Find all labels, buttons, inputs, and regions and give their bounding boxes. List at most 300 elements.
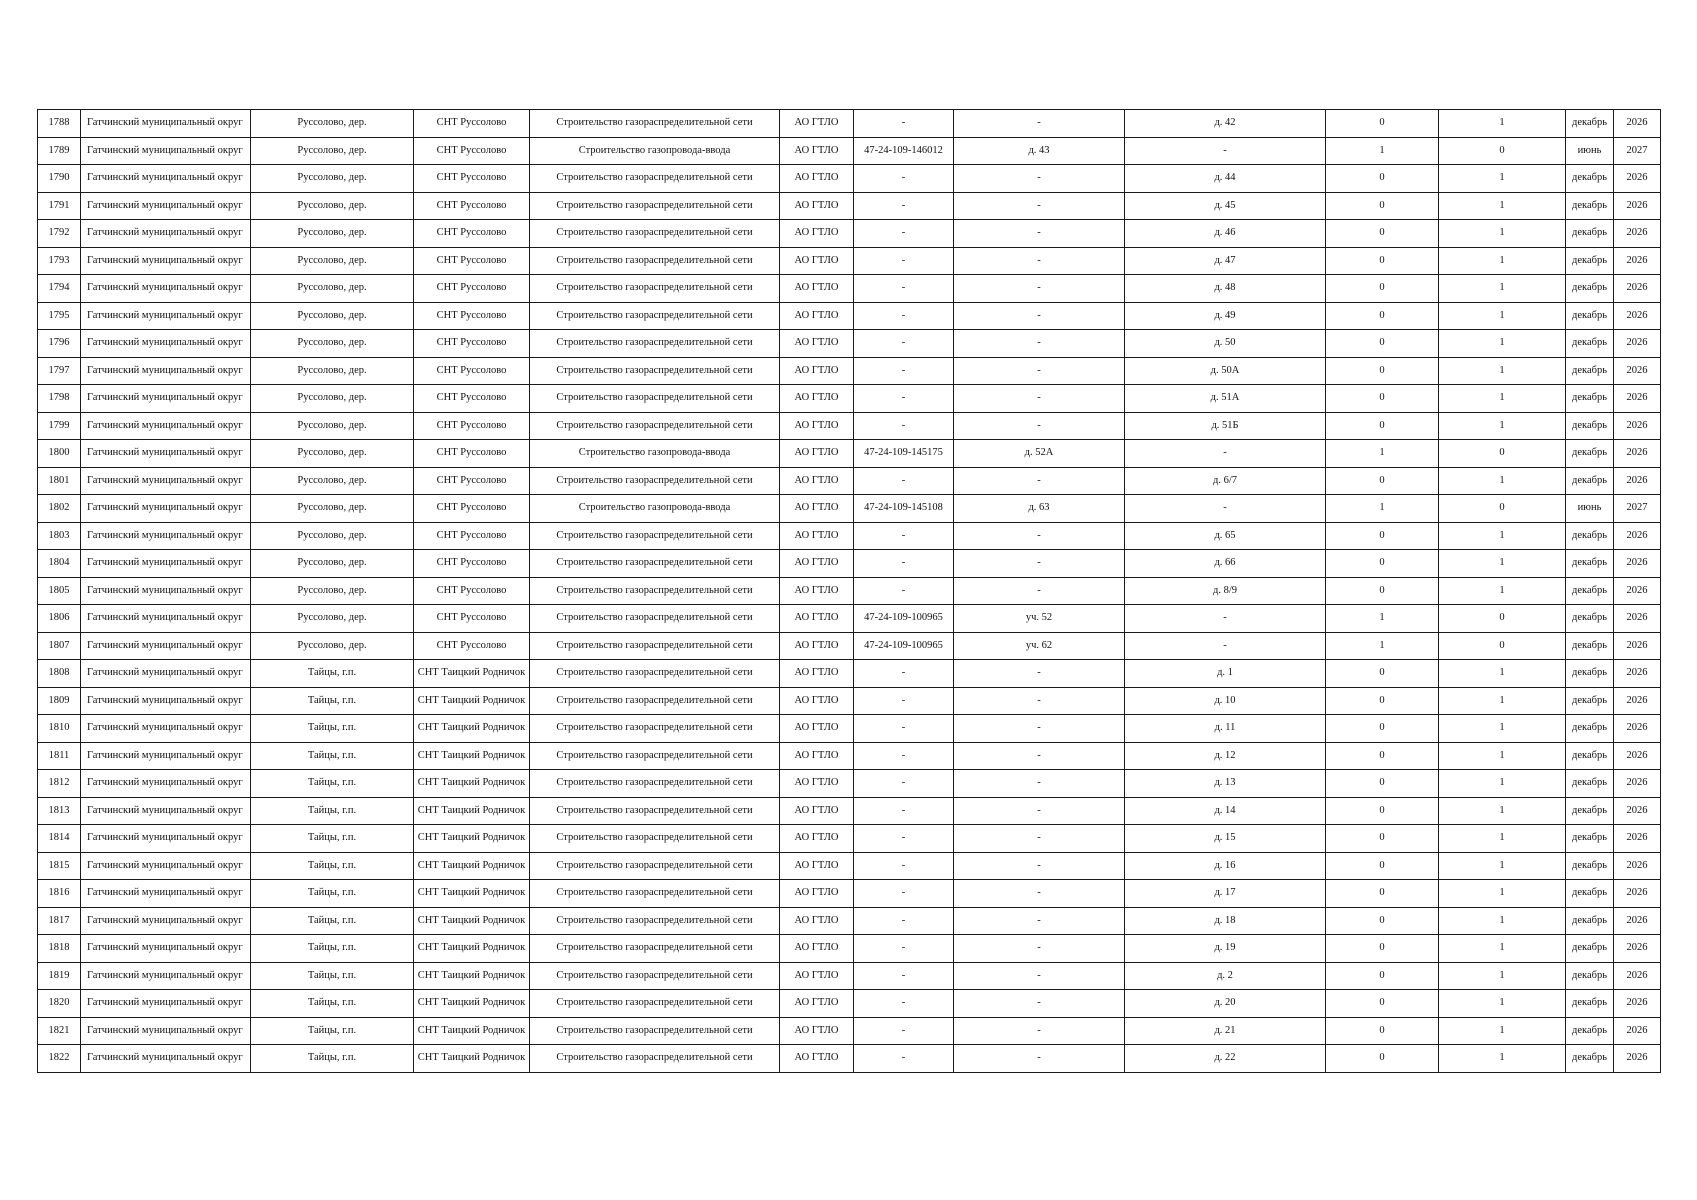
plot-cell: д. 43 xyxy=(954,137,1125,165)
flag-a-cell: 0 xyxy=(1326,660,1439,688)
work-type-cell: Строительство газораспределительной сети xyxy=(530,632,780,660)
flag-a-cell: 0 xyxy=(1326,687,1439,715)
flag-b-cell: 1 xyxy=(1439,165,1566,193)
settlement-cell: Тайцы, г.п. xyxy=(251,797,414,825)
okrug-cell: Гатчинский муниципальный округ xyxy=(81,715,251,743)
work-type-cell: Строительство газораспределительной сети xyxy=(530,577,780,605)
settlement-cell: Тайцы, г.п. xyxy=(251,687,414,715)
table-row xyxy=(38,357,1661,385)
settlement-cell: Тайцы, г.п. xyxy=(251,1045,414,1073)
work-type-cell: Строительство газораспределительной сети xyxy=(530,880,780,908)
cadastral-number-cell: - xyxy=(854,990,954,1018)
year-cell: 2026 xyxy=(1614,742,1661,770)
month-cell: декабрь xyxy=(1566,330,1614,358)
house-cell: д. 50 xyxy=(1125,330,1326,358)
year-cell: 2026 xyxy=(1614,440,1661,468)
plot-cell: - xyxy=(954,1017,1125,1045)
month-cell: декабрь xyxy=(1566,907,1614,935)
row-number-cell: 1817 xyxy=(38,907,81,935)
work-type-cell: Строительство газораспределительной сети xyxy=(530,220,780,248)
cadastral-number-cell: - xyxy=(854,1017,954,1045)
month-cell: декабрь xyxy=(1566,1017,1614,1045)
month-cell: декабрь xyxy=(1566,825,1614,853)
contractor-cell: АО ГТЛО xyxy=(780,137,854,165)
month-cell: декабрь xyxy=(1566,852,1614,880)
plot-cell: - xyxy=(954,577,1125,605)
flag-a-cell: 0 xyxy=(1326,550,1439,578)
settlement-cell: Руссолово, дер. xyxy=(251,412,414,440)
year-cell: 2026 xyxy=(1614,797,1661,825)
settlement-cell: Руссолово, дер. xyxy=(251,330,414,358)
house-cell: д. 13 xyxy=(1125,770,1326,798)
okrug-cell: Гатчинский муниципальный округ xyxy=(81,385,251,413)
snt-cell: СНТ Таицкий Родничок xyxy=(414,825,530,853)
month-cell: декабрь xyxy=(1566,605,1614,633)
year-cell: 2026 xyxy=(1614,935,1661,963)
okrug-cell: Гатчинский муниципальный округ xyxy=(81,522,251,550)
snt-cell: СНТ Руссолово xyxy=(414,605,530,633)
work-type-cell: Строительство газораспределительной сети xyxy=(530,302,780,330)
plot-cell: - xyxy=(954,742,1125,770)
plot-cell: - xyxy=(954,467,1125,495)
year-cell: 2026 xyxy=(1614,1045,1661,1073)
cadastral-number-cell: - xyxy=(854,907,954,935)
snt-cell: СНТ Таицкий Родничок xyxy=(414,1045,530,1073)
cadastral-number-cell: - xyxy=(854,192,954,220)
year-cell: 2027 xyxy=(1614,137,1661,165)
row-number-cell: 1813 xyxy=(38,797,81,825)
cadastral-number-cell: - xyxy=(854,797,954,825)
snt-cell: СНТ Таицкий Родничок xyxy=(414,907,530,935)
year-cell: 2026 xyxy=(1614,247,1661,275)
flag-a-cell: 0 xyxy=(1326,330,1439,358)
snt-cell: СНТ Руссолово xyxy=(414,165,530,193)
table-row xyxy=(38,990,1661,1018)
contractor-cell: АО ГТЛО xyxy=(780,550,854,578)
snt-cell: СНТ Таицкий Родничок xyxy=(414,1017,530,1045)
year-cell: 2026 xyxy=(1614,687,1661,715)
year-cell: 2026 xyxy=(1614,605,1661,633)
month-cell: декабрь xyxy=(1566,550,1614,578)
row-number-cell: 1803 xyxy=(38,522,81,550)
plot-cell: - xyxy=(954,192,1125,220)
table-row xyxy=(38,110,1661,138)
contractor-cell: АО ГТЛО xyxy=(780,825,854,853)
month-cell: декабрь xyxy=(1566,302,1614,330)
month-cell: декабрь xyxy=(1566,110,1614,138)
flag-a-cell: 1 xyxy=(1326,605,1439,633)
cadastral-number-cell: - xyxy=(854,275,954,303)
cadastral-number-cell: - xyxy=(854,770,954,798)
row-number-cell: 1791 xyxy=(38,192,81,220)
flag-b-cell: 1 xyxy=(1439,412,1566,440)
row-number-cell: 1788 xyxy=(38,110,81,138)
contractor-cell: АО ГТЛО xyxy=(780,495,854,523)
flag-b-cell: 1 xyxy=(1439,220,1566,248)
house-cell: д. 21 xyxy=(1125,1017,1326,1045)
month-cell: июнь xyxy=(1566,495,1614,523)
contractor-cell: АО ГТЛО xyxy=(780,797,854,825)
cadastral-number-cell: - xyxy=(854,715,954,743)
contractor-cell: АО ГТЛО xyxy=(780,275,854,303)
month-cell: декабрь xyxy=(1566,797,1614,825)
flag-a-cell: 0 xyxy=(1326,302,1439,330)
plot-cell: - xyxy=(954,770,1125,798)
contractor-cell: АО ГТЛО xyxy=(780,742,854,770)
table-row xyxy=(38,412,1661,440)
row-number-cell: 1800 xyxy=(38,440,81,468)
plot-cell: - xyxy=(954,302,1125,330)
month-cell: декабрь xyxy=(1566,220,1614,248)
year-cell: 2026 xyxy=(1614,522,1661,550)
row-number-cell: 1808 xyxy=(38,660,81,688)
table-row xyxy=(38,495,1661,523)
flag-b-cell: 1 xyxy=(1439,715,1566,743)
year-cell: 2026 xyxy=(1614,660,1661,688)
flag-b-cell: 0 xyxy=(1439,605,1566,633)
cadastral-number-cell: - xyxy=(854,165,954,193)
contractor-cell: АО ГТЛО xyxy=(780,1017,854,1045)
settlement-cell: Руссолово, дер. xyxy=(251,110,414,138)
year-cell: 2026 xyxy=(1614,1017,1661,1045)
table-row xyxy=(38,1045,1661,1073)
okrug-cell: Гатчинский муниципальный округ xyxy=(81,660,251,688)
settlement-cell: Руссолово, дер. xyxy=(251,467,414,495)
flag-a-cell: 0 xyxy=(1326,715,1439,743)
house-cell: д. 50А xyxy=(1125,357,1326,385)
row-number-cell: 1818 xyxy=(38,935,81,963)
house-cell: д. 47 xyxy=(1125,247,1326,275)
flag-a-cell: 1 xyxy=(1326,137,1439,165)
work-type-cell: Строительство газораспределительной сети xyxy=(530,192,780,220)
okrug-cell: Гатчинский муниципальный округ xyxy=(81,1017,251,1045)
row-number-cell: 1789 xyxy=(38,137,81,165)
work-type-cell: Строительство газораспределительной сети xyxy=(530,742,780,770)
flag-a-cell: 0 xyxy=(1326,275,1439,303)
table-row xyxy=(38,550,1661,578)
settlement-cell: Тайцы, г.п. xyxy=(251,962,414,990)
okrug-cell: Гатчинский муниципальный округ xyxy=(81,825,251,853)
house-cell: д. 46 xyxy=(1125,220,1326,248)
house-cell: д. 22 xyxy=(1125,1045,1326,1073)
snt-cell: СНТ Руссолово xyxy=(414,275,530,303)
snt-cell: СНТ Таицкий Родничок xyxy=(414,962,530,990)
plot-cell: уч. 52 xyxy=(954,605,1125,633)
okrug-cell: Гатчинский муниципальный округ xyxy=(81,742,251,770)
contractor-cell: АО ГТЛО xyxy=(780,467,854,495)
flag-a-cell: 0 xyxy=(1326,825,1439,853)
row-number-cell: 1801 xyxy=(38,467,81,495)
table-row xyxy=(38,660,1661,688)
settlement-cell: Руссолово, дер. xyxy=(251,577,414,605)
house-cell: д. 49 xyxy=(1125,302,1326,330)
row-number-cell: 1814 xyxy=(38,825,81,853)
settlement-cell: Руссолово, дер. xyxy=(251,192,414,220)
house-cell: д. 16 xyxy=(1125,852,1326,880)
month-cell: декабрь xyxy=(1566,467,1614,495)
cadastral-number-cell: 47-24-109-146012 xyxy=(854,137,954,165)
settlement-cell: Руссолово, дер. xyxy=(251,357,414,385)
month-cell: декабрь xyxy=(1566,412,1614,440)
plot-cell: - xyxy=(954,220,1125,248)
month-cell: декабрь xyxy=(1566,990,1614,1018)
contractor-cell: АО ГТЛО xyxy=(780,192,854,220)
plot-cell: - xyxy=(954,1045,1125,1073)
work-type-cell: Строительство газораспределительной сети xyxy=(530,467,780,495)
okrug-cell: Гатчинский муниципальный округ xyxy=(81,770,251,798)
plot-cell: - xyxy=(954,880,1125,908)
row-number-cell: 1798 xyxy=(38,385,81,413)
cadastral-number-cell: - xyxy=(854,412,954,440)
flag-a-cell: 0 xyxy=(1326,907,1439,935)
snt-cell: СНТ Руссолово xyxy=(414,330,530,358)
snt-cell: СНТ Таицкий Родничок xyxy=(414,880,530,908)
table-row xyxy=(38,687,1661,715)
table-row xyxy=(38,302,1661,330)
year-cell: 2026 xyxy=(1614,165,1661,193)
plot-cell: - xyxy=(954,275,1125,303)
year-cell: 2027 xyxy=(1614,495,1661,523)
year-cell: 2026 xyxy=(1614,770,1661,798)
table-row xyxy=(38,935,1661,963)
table-row xyxy=(38,247,1661,275)
okrug-cell: Гатчинский муниципальный округ xyxy=(81,852,251,880)
okrug-cell: Гатчинский муниципальный округ xyxy=(81,577,251,605)
plot-cell: уч. 62 xyxy=(954,632,1125,660)
house-cell: - xyxy=(1125,605,1326,633)
house-cell: - xyxy=(1125,495,1326,523)
okrug-cell: Гатчинский муниципальный округ xyxy=(81,550,251,578)
flag-a-cell: 0 xyxy=(1326,247,1439,275)
plot-cell: - xyxy=(954,990,1125,1018)
snt-cell: СНТ Руссолово xyxy=(414,412,530,440)
plot-cell: - xyxy=(954,412,1125,440)
work-type-cell: Строительство газораспределительной сети xyxy=(530,990,780,1018)
flag-a-cell: 1 xyxy=(1326,440,1439,468)
table-row xyxy=(38,962,1661,990)
flag-a-cell: 0 xyxy=(1326,467,1439,495)
flag-a-cell: 0 xyxy=(1326,1045,1439,1073)
plot-cell: - xyxy=(954,660,1125,688)
table-row xyxy=(38,137,1661,165)
snt-cell: СНТ Таицкий Родничок xyxy=(414,852,530,880)
settlement-cell: Тайцы, г.п. xyxy=(251,880,414,908)
flag-a-cell: 0 xyxy=(1326,110,1439,138)
month-cell: декабрь xyxy=(1566,632,1614,660)
plot-cell: - xyxy=(954,550,1125,578)
house-cell: д. 48 xyxy=(1125,275,1326,303)
flag-b-cell: 1 xyxy=(1439,825,1566,853)
flag-a-cell: 0 xyxy=(1326,1017,1439,1045)
flag-a-cell: 0 xyxy=(1326,522,1439,550)
work-type-cell: Строительство газораспределительной сети xyxy=(530,660,780,688)
snt-cell: СНТ Руссолово xyxy=(414,220,530,248)
settlement-cell: Руссолово, дер. xyxy=(251,302,414,330)
settlement-cell: Тайцы, г.п. xyxy=(251,660,414,688)
table-row xyxy=(38,192,1661,220)
plot-cell: - xyxy=(954,687,1125,715)
plot-cell: - xyxy=(954,522,1125,550)
plot-cell: - xyxy=(954,907,1125,935)
work-type-cell: Строительство газораспределительной сети xyxy=(530,852,780,880)
okrug-cell: Гатчинский муниципальный округ xyxy=(81,220,251,248)
month-cell: декабрь xyxy=(1566,770,1614,798)
table-row xyxy=(38,715,1661,743)
okrug-cell: Гатчинский муниципальный округ xyxy=(81,907,251,935)
house-cell: д. 42 xyxy=(1125,110,1326,138)
year-cell: 2026 xyxy=(1614,385,1661,413)
cadastral-number-cell: - xyxy=(854,550,954,578)
cadastral-number-cell: - xyxy=(854,302,954,330)
okrug-cell: Гатчинский муниципальный округ xyxy=(81,192,251,220)
month-cell: декабрь xyxy=(1566,247,1614,275)
snt-cell: СНТ Руссолово xyxy=(414,632,530,660)
okrug-cell: Гатчинский муниципальный округ xyxy=(81,440,251,468)
cadastral-number-cell: - xyxy=(854,1045,954,1073)
snt-cell: СНТ Таицкий Родничок xyxy=(414,742,530,770)
flag-b-cell: 1 xyxy=(1439,577,1566,605)
row-number-cell: 1812 xyxy=(38,770,81,798)
settlement-cell: Руссолово, дер. xyxy=(251,385,414,413)
contractor-cell: АО ГТЛО xyxy=(780,715,854,743)
work-type-cell: Строительство газораспределительной сети xyxy=(530,605,780,633)
flag-b-cell: 1 xyxy=(1439,1045,1566,1073)
work-type-cell: Строительство газопровода-ввода xyxy=(530,137,780,165)
year-cell: 2026 xyxy=(1614,880,1661,908)
plot-cell: - xyxy=(954,110,1125,138)
plot-cell: - xyxy=(954,935,1125,963)
contractor-cell: АО ГТЛО xyxy=(780,220,854,248)
table-row xyxy=(38,770,1661,798)
settlement-cell: Руссолово, дер. xyxy=(251,137,414,165)
okrug-cell: Гатчинский муниципальный округ xyxy=(81,632,251,660)
year-cell: 2026 xyxy=(1614,220,1661,248)
row-number-cell: 1820 xyxy=(38,990,81,1018)
work-type-cell: Строительство газораспределительной сети xyxy=(530,550,780,578)
flag-b-cell: 1 xyxy=(1439,935,1566,963)
cadastral-number-cell: - xyxy=(854,110,954,138)
row-number-cell: 1794 xyxy=(38,275,81,303)
cadastral-number-cell: - xyxy=(854,825,954,853)
plot-cell: - xyxy=(954,247,1125,275)
house-cell: д. 51А xyxy=(1125,385,1326,413)
row-number-cell: 1807 xyxy=(38,632,81,660)
month-cell: декабрь xyxy=(1566,1045,1614,1073)
snt-cell: СНТ Руссолово xyxy=(414,247,530,275)
cadastral-number-cell: 47-24-109-145108 xyxy=(854,495,954,523)
flag-a-cell: 0 xyxy=(1326,990,1439,1018)
contractor-cell: АО ГТЛО xyxy=(780,302,854,330)
cadastral-number-cell: 47-24-109-145175 xyxy=(854,440,954,468)
work-type-cell: Строительство газораспределительной сети xyxy=(530,797,780,825)
contractor-cell: АО ГТЛО xyxy=(780,110,854,138)
house-cell: д. 12 xyxy=(1125,742,1326,770)
flag-b-cell: 1 xyxy=(1439,797,1566,825)
house-cell: д. 17 xyxy=(1125,880,1326,908)
contractor-cell: АО ГТЛО xyxy=(780,330,854,358)
row-number-cell: 1804 xyxy=(38,550,81,578)
flag-a-cell: 0 xyxy=(1326,192,1439,220)
flag-b-cell: 1 xyxy=(1439,385,1566,413)
register-table-body xyxy=(38,110,1661,1073)
plot-cell: - xyxy=(954,852,1125,880)
settlement-cell: Руссолово, дер. xyxy=(251,220,414,248)
year-cell: 2026 xyxy=(1614,550,1661,578)
month-cell: декабрь xyxy=(1566,440,1614,468)
month-cell: декабрь xyxy=(1566,385,1614,413)
flag-b-cell: 1 xyxy=(1439,302,1566,330)
okrug-cell: Гатчинский муниципальный округ xyxy=(81,1045,251,1073)
contractor-cell: АО ГТЛО xyxy=(780,687,854,715)
house-cell: д. 11 xyxy=(1125,715,1326,743)
contractor-cell: АО ГТЛО xyxy=(780,605,854,633)
plot-cell: - xyxy=(954,962,1125,990)
house-cell: д. 45 xyxy=(1125,192,1326,220)
house-cell: д. 44 xyxy=(1125,165,1326,193)
okrug-cell: Гатчинский муниципальный округ xyxy=(81,880,251,908)
flag-b-cell: 1 xyxy=(1439,357,1566,385)
house-cell: - xyxy=(1125,440,1326,468)
settlement-cell: Руссолово, дер. xyxy=(251,605,414,633)
year-cell: 2026 xyxy=(1614,852,1661,880)
row-number-cell: 1805 xyxy=(38,577,81,605)
flag-b-cell: 1 xyxy=(1439,880,1566,908)
flag-a-cell: 0 xyxy=(1326,412,1439,440)
month-cell: декабрь xyxy=(1566,522,1614,550)
house-cell: д. 66 xyxy=(1125,550,1326,578)
table-row xyxy=(38,1017,1661,1045)
contractor-cell: АО ГТЛО xyxy=(780,385,854,413)
settlement-cell: Тайцы, г.п. xyxy=(251,907,414,935)
table-row xyxy=(38,385,1661,413)
table-row xyxy=(38,440,1661,468)
work-type-cell: Строительство газораспределительной сети xyxy=(530,962,780,990)
flag-b-cell: 1 xyxy=(1439,907,1566,935)
table-row xyxy=(38,522,1661,550)
house-cell: д. 2 xyxy=(1125,962,1326,990)
snt-cell: СНТ Руссолово xyxy=(414,522,530,550)
okrug-cell: Гатчинский муниципальный округ xyxy=(81,797,251,825)
table-row xyxy=(38,632,1661,660)
contractor-cell: АО ГТЛО xyxy=(780,1045,854,1073)
settlement-cell: Руссолово, дер. xyxy=(251,550,414,578)
flag-b-cell: 1 xyxy=(1439,742,1566,770)
table-row xyxy=(38,825,1661,853)
okrug-cell: Гатчинский муниципальный округ xyxy=(81,467,251,495)
flag-b-cell: 0 xyxy=(1439,495,1566,523)
snt-cell: СНТ Руссолово xyxy=(414,110,530,138)
okrug-cell: Гатчинский муниципальный округ xyxy=(81,990,251,1018)
cadastral-number-cell: - xyxy=(854,522,954,550)
contractor-cell: АО ГТЛО xyxy=(780,935,854,963)
house-cell: д. 10 xyxy=(1125,687,1326,715)
work-type-cell: Строительство газораспределительной сети xyxy=(530,330,780,358)
gasification-register-table xyxy=(37,109,1661,1073)
flag-b-cell: 0 xyxy=(1439,632,1566,660)
snt-cell: СНТ Руссолово xyxy=(414,192,530,220)
snt-cell: СНТ Руссолово xyxy=(414,440,530,468)
settlement-cell: Руссолово, дер. xyxy=(251,275,414,303)
settlement-cell: Руссолово, дер. xyxy=(251,495,414,523)
year-cell: 2026 xyxy=(1614,357,1661,385)
table-row xyxy=(38,605,1661,633)
year-cell: 2026 xyxy=(1614,715,1661,743)
flag-a-cell: 0 xyxy=(1326,742,1439,770)
work-type-cell: Строительство газораспределительной сети xyxy=(530,907,780,935)
year-cell: 2026 xyxy=(1614,825,1661,853)
house-cell: д. 14 xyxy=(1125,797,1326,825)
row-number-cell: 1797 xyxy=(38,357,81,385)
